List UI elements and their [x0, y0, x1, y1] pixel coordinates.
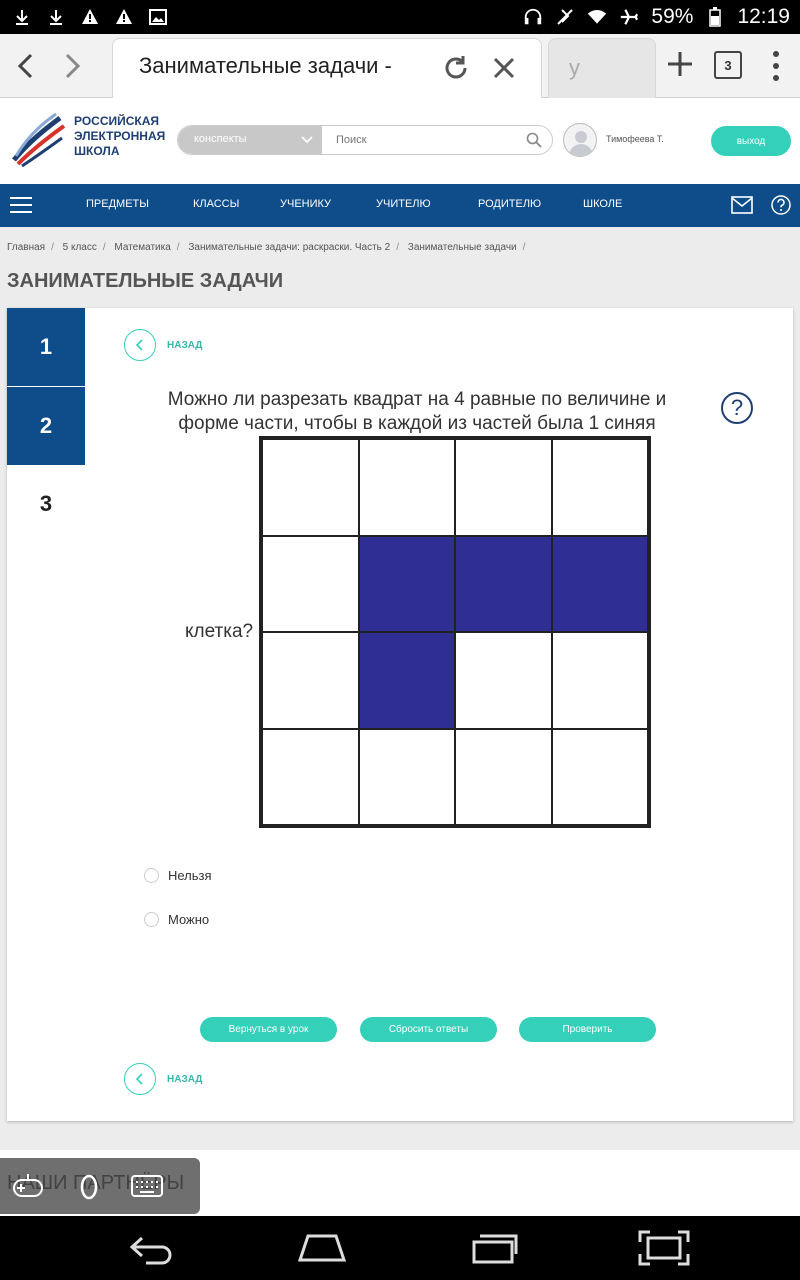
nav-item-classes[interactable]: КЛАССЫ [193, 198, 240, 210]
download-icon [12, 7, 32, 27]
forward-button[interactable] [54, 48, 90, 84]
battery-icon [705, 7, 725, 27]
grid-cell-white [552, 632, 649, 729]
back-link-bottom[interactable]: НАЗАД [124, 1063, 202, 1095]
tab-title: Занимательные задачи - [139, 53, 392, 78]
user-icon [564, 124, 597, 157]
grid-cell-white [359, 439, 456, 536]
gamepad-icon[interactable] [12, 1172, 44, 1200]
nav-item-subjects[interactable]: ПРЕДМЕТЫ [86, 198, 149, 210]
grid-cell-white [262, 632, 359, 729]
floating-keyboard-widget[interactable] [0, 1158, 200, 1214]
back-link-top[interactable]: НАЗАД [124, 329, 202, 361]
grid-cell-white [552, 439, 649, 536]
reload-icon[interactable] [441, 53, 471, 83]
grid-cell-blue [359, 632, 456, 729]
back-nav-icon[interactable] [126, 1230, 178, 1266]
back-to-lesson-button[interactable]: Вернуться в урок [200, 1017, 337, 1042]
question-text: Можно ли разрезать квадрат на 4 равные по величине и форме части, чтобы в каждой из частей была 1 синяя [167, 389, 667, 434]
download-icon [46, 7, 66, 27]
clock: 12:19 [737, 5, 790, 28]
tab-title: у [569, 55, 580, 80]
help-icon[interactable] [771, 195, 791, 215]
fullscreen-nav-icon[interactable] [638, 1230, 690, 1266]
nav-item-parent[interactable]: РОДИТЕЛЮ [478, 198, 542, 210]
page-title: ЗАНИМАТЕЛЬНЫЕ ЗАДАЧИ [7, 270, 284, 292]
mail-icon[interactable] [731, 196, 753, 214]
tab-switcher-button[interactable]: 3 [714, 51, 742, 79]
breadcrumb: Главная / 5 класс / Математика / Занимательные задачи: раскраски. Часть 2 / Занимательные задачи / [7, 242, 526, 253]
logout-button[interactable]: выход [711, 126, 791, 156]
keyboard-icon[interactable] [130, 1172, 164, 1200]
close-icon[interactable] [489, 53, 519, 83]
main-nav [0, 184, 800, 227]
grid-cell-white [262, 439, 359, 536]
grid-cell-white [552, 729, 649, 826]
chevron-left-icon [134, 1072, 146, 1086]
tab-inactive[interactable] [548, 38, 656, 98]
radio-button[interactable] [144, 868, 159, 883]
grid-cell-white [455, 439, 552, 536]
tab-active[interactable] [112, 38, 542, 98]
more-menu-icon[interactable] [764, 48, 788, 84]
airplane-icon [619, 7, 639, 27]
avatar[interactable] [563, 123, 597, 157]
question-text-tail: клетка? [185, 621, 254, 642]
android-nav-bar [0, 1216, 800, 1280]
battery-level: 59% [651, 5, 694, 28]
step-tab-3[interactable]: 3 [7, 465, 85, 543]
grid-cell-white [455, 729, 552, 826]
grid-cell-white [359, 729, 456, 826]
grid-cell-blue [359, 536, 456, 633]
answer-option-no[interactable]: Нельзя [144, 868, 212, 883]
reset-answers-button[interactable]: Сбросить ответы [360, 1017, 497, 1042]
user-name[interactable]: Тимофеева Т. [606, 134, 664, 144]
gallery-icon [148, 7, 168, 27]
task-help-button[interactable]: ? [721, 392, 753, 424]
new-tab-icon[interactable] [664, 48, 696, 80]
mute-icon [555, 7, 575, 27]
check-button[interactable]: Проверить [519, 1017, 656, 1042]
grid-cell-white [455, 632, 552, 729]
step-tab-2[interactable]: 2 [7, 387, 85, 465]
step-tab-1[interactable]: 1 [7, 308, 85, 386]
radio-button[interactable] [144, 912, 159, 927]
task-grid [259, 436, 651, 828]
browser-toolbar [0, 34, 800, 98]
breadcrumb-item[interactable]: 5 класс [62, 242, 97, 253]
grid-cell-white [262, 536, 359, 633]
wifi-icon [587, 7, 607, 27]
grid-cell-blue [455, 536, 552, 633]
res-logo-icon[interactable] [10, 110, 66, 170]
recents-nav-icon[interactable] [468, 1230, 520, 1266]
home-nav-icon[interactable] [296, 1230, 348, 1266]
answer-option-yes[interactable]: Можно [144, 912, 209, 927]
search-box [177, 125, 553, 155]
chevron-left-icon [134, 338, 146, 352]
breadcrumb-item[interactable]: Занимательные задачи: раскраски. Часть 2 [188, 242, 391, 253]
grid-cell-blue [552, 536, 649, 633]
back-button[interactable] [8, 48, 44, 84]
grid-cell-white [262, 729, 359, 826]
nav-item-student[interactable]: УЧЕНИКУ [280, 198, 332, 210]
chevron-left-icon [16, 52, 36, 80]
zero-icon[interactable] [80, 1174, 98, 1200]
search-input[interactable] [326, 126, 516, 154]
hamburger-menu-icon[interactable] [10, 196, 32, 214]
warning-icon [80, 7, 100, 27]
task-card [7, 308, 793, 1121]
status-bar [0, 0, 800, 34]
site-header [0, 98, 800, 184]
breadcrumb-item[interactable]: Главная [7, 242, 46, 253]
breadcrumb-item[interactable]: Занимательные задачи [407, 242, 517, 253]
search-category-select[interactable]: конспекты [178, 126, 322, 154]
chevron-right-icon [62, 52, 82, 80]
nav-item-school[interactable]: ШКОЛЕ [583, 198, 623, 210]
breadcrumb-item[interactable]: Математика [114, 242, 171, 253]
chevron-down-icon [300, 132, 314, 146]
nav-item-teacher[interactable]: УЧИТЕЛЮ [376, 198, 431, 210]
logo-text[interactable]: РОССИЙСКАЯ ЭЛЕКТРОННАЯ ШКОЛА [74, 114, 166, 158]
headset-icon [523, 7, 543, 27]
search-icon[interactable] [526, 132, 542, 148]
warning-icon [114, 7, 134, 27]
